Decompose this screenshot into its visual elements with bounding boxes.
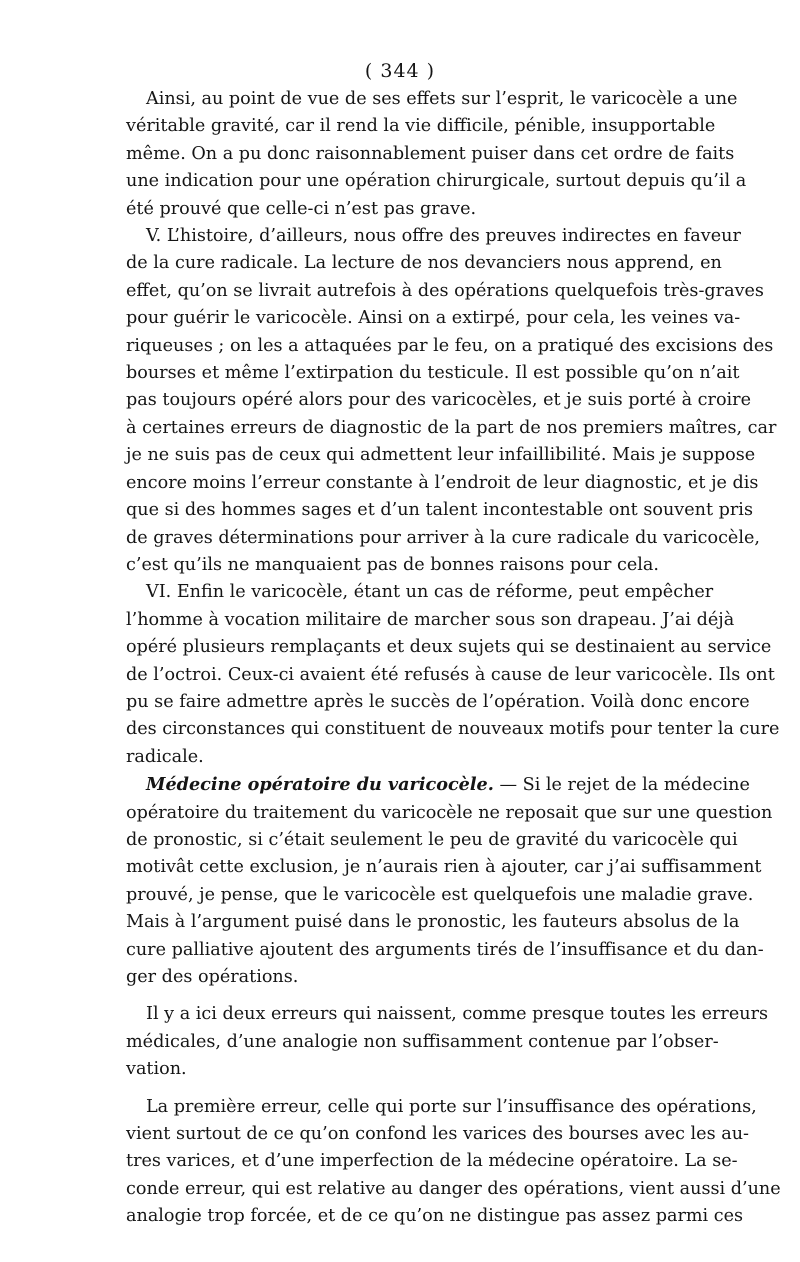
text-line: analogie trop forcée, et de ce qu’on ne distingue pas assez parmi ces: [126, 1206, 744, 1227]
text-line: de pronostic, si c’était seulement le peu de gravité du varicocèle qui: [126, 829, 738, 850]
text-line: tres varices, et d’une imperfection de la médecine opératoire. La se-: [126, 1151, 738, 1172]
text-line: même. On a pu donc raisonnablement puiser dans cet ordre de faits: [126, 143, 735, 164]
paragraph-gap: [126, 1084, 674, 1094]
text-line: Il y a ici deux erreurs qui naissent, comme presque toutes les erreurs: [146, 1004, 769, 1025]
text-line: conde erreur, qui est relative au danger des opérations, vient aussi d’une: [126, 1178, 781, 1199]
text-line: radicale.: [126, 746, 204, 767]
paragraph-gap: [126, 991, 674, 1001]
text-line: ger des opérations.: [126, 967, 299, 987]
text-line: véritable gravité, car il rend la vie difficile, pénible, insupportable: [126, 116, 716, 137]
text-line: La première erreur, celle qui porte sur l’insuffisance des opérations,: [146, 1096, 757, 1117]
text-line: Mais à l’argument puisé dans le pronostic, les fauteurs absolus de la: [126, 912, 740, 933]
text-line: des circonstances qui constituent de nouveaux motifs pour tenter la cure: [126, 719, 780, 740]
text-line: riqueuses ; on les a attaquées par le feu, on a pratiqué des excisions des: [126, 335, 774, 356]
text-line: motivât cette exclusion, je n’aurais rien à ajouter, car j’ai suffisamment: [126, 857, 762, 878]
text-line: l’homme à vocation militaire de marcher sous son drapeau. J’ai déjà: [126, 609, 735, 630]
text-line: que si des hommes sages et d’un talent incontestable ont souvent pris: [126, 500, 753, 521]
text-line: prouvé, je pense, que le varicocèle est quelquefois une maladie grave.: [126, 884, 754, 905]
text-line: de l’octroi. Ceux-ci avaient été refusés à cause de leur varicocèle. Ils ont: [126, 664, 775, 685]
text-line: de la cure radicale. La lecture de nos devanciers nous apprend, en: [126, 253, 722, 274]
text-line: vient surtout de ce qu’on confond les varices des bourses avec les au-: [126, 1124, 749, 1145]
text-line: médicales, d’une analogie non suffisamment contenue par l’obser-: [126, 1031, 719, 1052]
text-line: une indication pour une opération chirurgicale, surtout depuis qu’il a: [126, 171, 747, 192]
text-line: bourses et même l’extirpation du testicule. Il est possible qu’on n’ait: [126, 363, 740, 384]
text-line: VI. Enfin le varicocèle, étant un cas de réforme, peut empêcher: [146, 582, 714, 603]
text-line: pas toujours opéré alors pour des varicocèles, et je suis porté à croire: [126, 390, 751, 411]
paragraph: [126, 579, 780, 771]
text-line: cure palliative ajoutent des arguments tirés de l’insuffisance et du dan-: [126, 939, 764, 960]
text-line: effet, qu’on se livrait autrefois à des opérations quelquefois très-graves: [126, 280, 764, 301]
text-line: Ainsi, au point de vue de ses effets sur l’esprit, le varicocèle a une: [146, 89, 738, 109]
paragraph: [126, 1094, 781, 1231]
paragraph: [126, 771, 773, 991]
page-number: ( 344 ): [364, 60, 436, 82]
text-line: je ne suis pas de ceux qui admettent leur infaillibilité. Mais je suppose: [126, 445, 756, 466]
section-heading: Médecine opératoire du varicocèle.: [146, 774, 494, 796]
text-line: à certaines erreurs de diagnostic de la part de nos premiers maîtres, car: [126, 417, 777, 438]
text-line: vation.: [126, 1059, 187, 1080]
text-line: encore moins l’erreur constante à l’endroit de leur diagnostic, et je dis: [126, 472, 759, 493]
text-line: de graves déterminations pour arriver à la cure radicale du varicocèle,: [126, 527, 760, 548]
text-line: pour guérir le varicocèle. Ainsi on a extirpé, pour cela, les veines va-: [126, 308, 741, 329]
paragraph: [126, 1001, 769, 1083]
text-line: été prouvé que celle-ci n’est pas grave.: [126, 198, 477, 219]
paragraph: [126, 86, 747, 223]
text-line: V. L’histoire, d’ailleurs, nous offre des preuves indirectes en faveur: [146, 226, 741, 247]
text-line: opéré plusieurs remplaçants et deux sujets qui se destinaient au service: [126, 637, 772, 658]
paragraph: [126, 223, 777, 579]
text-line: c’est qu’ils ne manquaient pas de bonnes raisons pour cela.: [126, 554, 660, 575]
text-line: pu se faire admettre après le succès de l’opération. Voilà donc encore: [126, 691, 750, 712]
text-line: [126, 771, 750, 799]
text-line: opératoire du traitement du varicocèle ne reposait que sur une question: [126, 802, 773, 823]
heading-continuation: — Si le rejet de la médecine: [493, 775, 750, 796]
body-text: [126, 86, 781, 1231]
